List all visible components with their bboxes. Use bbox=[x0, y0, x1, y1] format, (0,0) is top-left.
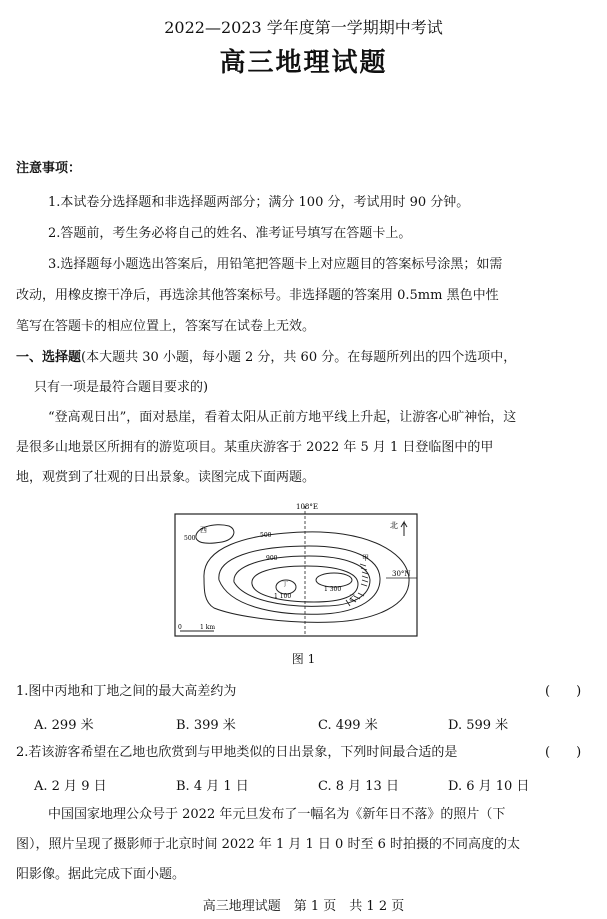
place-xi: 西 bbox=[200, 526, 207, 534]
q1-option-b: B. 399 米 bbox=[176, 718, 236, 733]
notice-item-2: 2.答题前，考生务必将自己的姓名、准考证号填写在答题卡上。 bbox=[48, 226, 412, 241]
section-heading-line bbox=[16, 349, 516, 367]
section-description: (本大题共 30 小题，每小题 2 分，共 60 分。在每题所列出的四个选项中， bbox=[81, 350, 517, 365]
notice-item-3-line2: 改动，用橡皮擦干净后，再选涂其他答案标号。非选择题的答案用 0.5mm 黑色中性 bbox=[16, 288, 499, 303]
q2-stem: 2.若该游客希望在乙地也欣赏到与甲地类似的日出景象，下列时间最合适的是 bbox=[16, 745, 458, 760]
place-yi: 乙 bbox=[349, 594, 356, 602]
north-label: 北 bbox=[390, 521, 398, 530]
section-description-line2: 只有一项是最符合题目要求的) bbox=[34, 380, 209, 395]
q1-option-c: C. 499 米 bbox=[318, 718, 378, 733]
q1-answer-paren: ( ) bbox=[545, 684, 582, 699]
q2-option-b: B. 4 月 1 日 bbox=[176, 779, 249, 794]
exam-header: 2022—2023 学年度第一学期期中考试 bbox=[164, 18, 443, 37]
contour-label-1100: 1 100 bbox=[274, 593, 292, 600]
place-jia: 甲 bbox=[362, 554, 369, 562]
q1-option-d: D. 599 米 bbox=[448, 718, 509, 733]
notice-item-3-line1: 3.选择题每小题选出答案后，用铅笔把答题卡上对应题目的答案标号涂黑；如需 bbox=[48, 257, 503, 272]
q2-option-a: A. 2 月 9 日 bbox=[34, 779, 107, 794]
contour-1300 bbox=[316, 573, 352, 587]
page-footer: 高三地理试题 第 1 页 共 1 2 页 bbox=[202, 899, 405, 914]
passage1-line3: 地，观赏到了壮观的日出景象。读图完成下面两题。 bbox=[16, 470, 316, 485]
section-heading: 一、选择题 bbox=[16, 350, 82, 365]
contour-label-500-a: 500 bbox=[184, 535, 196, 542]
passage1-line2: 是很多山地景区所拥有的游览项目。某重庆游客于 2022 年 5 月 1 日登临图中的甲 bbox=[16, 440, 494, 455]
q1-option-a: A. 299 米 bbox=[34, 718, 94, 733]
q1-stem: 1.图中丙地和丁地之间的最大高差约为 bbox=[16, 684, 237, 699]
meridian-label: 108°E bbox=[296, 503, 318, 511]
passage2-line1: 中国国家地理公众号于 2022 年元旦发布了一幅名为《新年日不落》的照片（下 bbox=[48, 807, 506, 822]
contour-label-1300: 1 300 bbox=[324, 586, 342, 593]
contour-label-900: 900 bbox=[266, 555, 278, 562]
notice-item-1: 1.本试卷分选择题和非选择题两部分；满分 100 分，考试用时 90 分钟。 bbox=[48, 195, 470, 210]
place-ding: 丁 bbox=[282, 581, 289, 588]
figure-caption: 图 1 bbox=[291, 652, 316, 666]
passage2-line3: 阳影像。据此完成下面小题。 bbox=[16, 867, 186, 882]
passage2-line2: 图），照片呈现了摄影师于北京时间 2022 年 1 月 1 日 0 时至 6 时拍摄的不同高度的太 bbox=[16, 837, 520, 852]
contour-label-500-b: 500 bbox=[260, 532, 272, 539]
notice-heading: 注意事项： bbox=[16, 161, 82, 176]
q2-option-c: C. 8 月 13 日 bbox=[318, 779, 399, 794]
notice-item-3-line3: 笔写在答题卡的相应位置上，答案写在试卷上无效。 bbox=[16, 319, 316, 334]
passage1-line1: “登高观日出”，面对悬崖，看着太阳从正前方地平线上升起，让游客心旷神怡，这 bbox=[48, 410, 517, 425]
scale-unit: 1 km bbox=[200, 624, 216, 631]
q2-answer-paren: ( ) bbox=[545, 745, 582, 760]
north-arrow-icon bbox=[401, 522, 407, 536]
scale-zero: 0 bbox=[178, 624, 182, 631]
parallel-label: 30°N bbox=[392, 570, 411, 578]
page-title: 高三地理试题 bbox=[219, 48, 388, 78]
contour-map bbox=[174, 498, 419, 638]
q2-option-d: D. 6 月 10 日 bbox=[448, 779, 530, 794]
